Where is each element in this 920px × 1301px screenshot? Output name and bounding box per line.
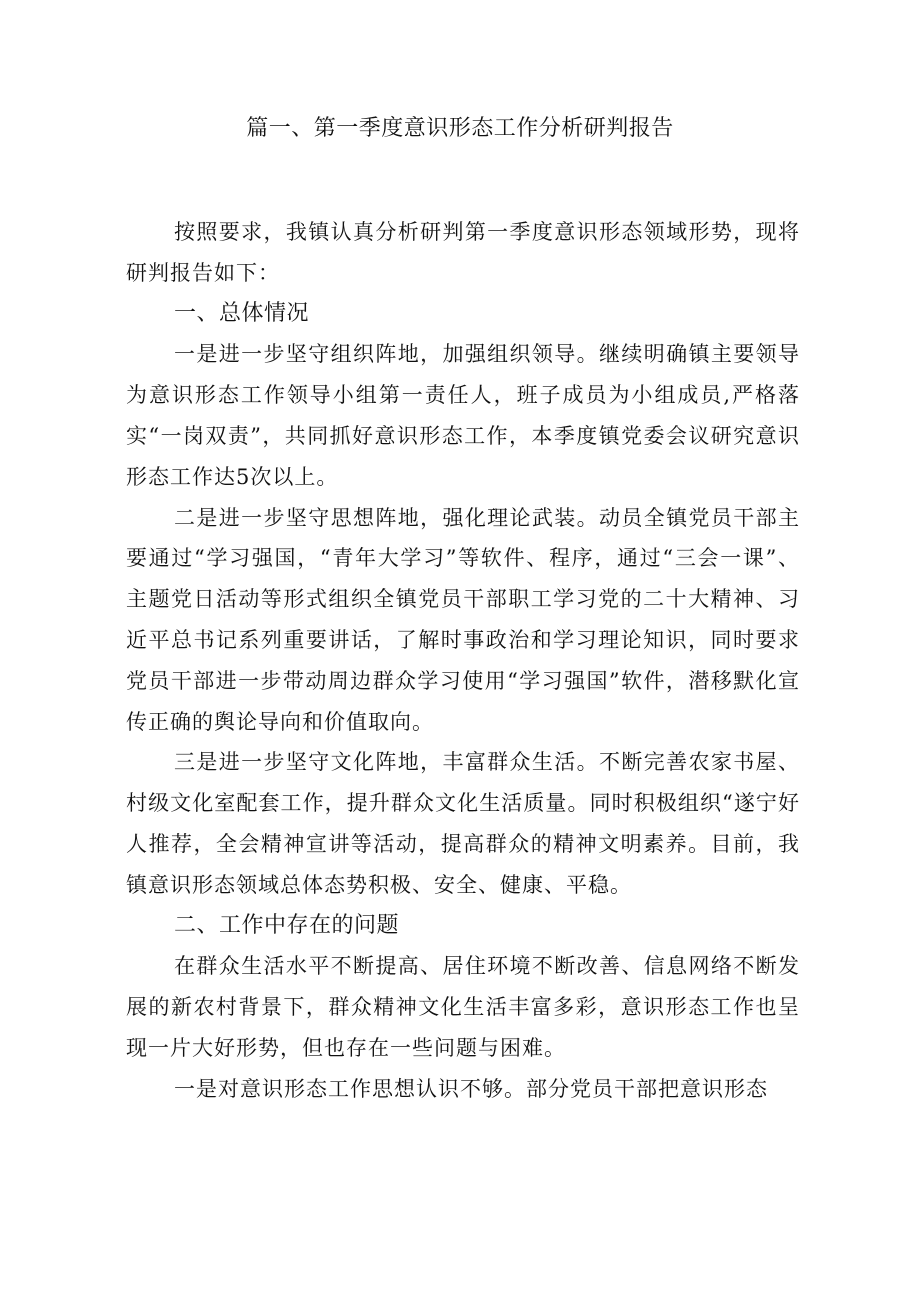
intro-paragraph: 按照要求，我镇认真分析研判第一季度意识形态领域形势，现将研判报告如下： bbox=[126, 220, 800, 285]
section-heading-problems: 二、工作中存在的问题 bbox=[174, 912, 400, 938]
paragraph-awareness: 一是对意识形态工作思想认识不够。部分党员干部把意识形态 bbox=[174, 1076, 768, 1101]
paragraph-ideology: 二是进一步坚守思想阵地，强化理论武装。动员全镇党员干部主要通过“学习强国，“青年大学习”等软件、程序，通过“三会一课”、主题党日活动等形式组织全镇党员干部职工学习党的二十大精神、习近平总书记系列重要讲话，了解时事政治和学习理论知识，同时要求党员干部进一步带动周边群众学习使用“学习强国”软件，潜移默化宣传正确的舆论导向和价值取向。 bbox=[126, 505, 800, 734]
paragraph-organization: 一是进一步坚守组织阵地，加强组织领导。继续明确镇主要领导为意识形态工作领导小组第一责任人，班子成员为小组成员,严格落实“一岗双责”，共同抓好意识形态工作，本季度镇党委会议研究意识形态工作达5次以上。 bbox=[126, 342, 800, 489]
document-body bbox=[126, 212, 800, 1110]
section-heading-overall: 一、总体情况 bbox=[174, 300, 310, 326]
paragraph-culture: 三是进一步坚守文化阵地，丰富群众生活。不断完善农家书屋、村级文化室配套工作，提升群众文化生活质量。同时积极组织“遂宁好人推荐，全会精神宣讲等活动，提高群众的精神文明素养。目前，我镇意识形态领域总体态势积极、安全、健康、平稳。 bbox=[126, 750, 800, 897]
paragraph-background: 在群众生活水平不断提高、居住环境不断改善、信息网络不断发展的新农村背景下，群众精神文化生活丰富多彩，意识形态工作也呈现一片大好形势，但也存在一些问题与困难。 bbox=[126, 954, 800, 1060]
document-title: 篇一、第一季度意识形态工作分析研判报告 bbox=[246, 116, 674, 141]
